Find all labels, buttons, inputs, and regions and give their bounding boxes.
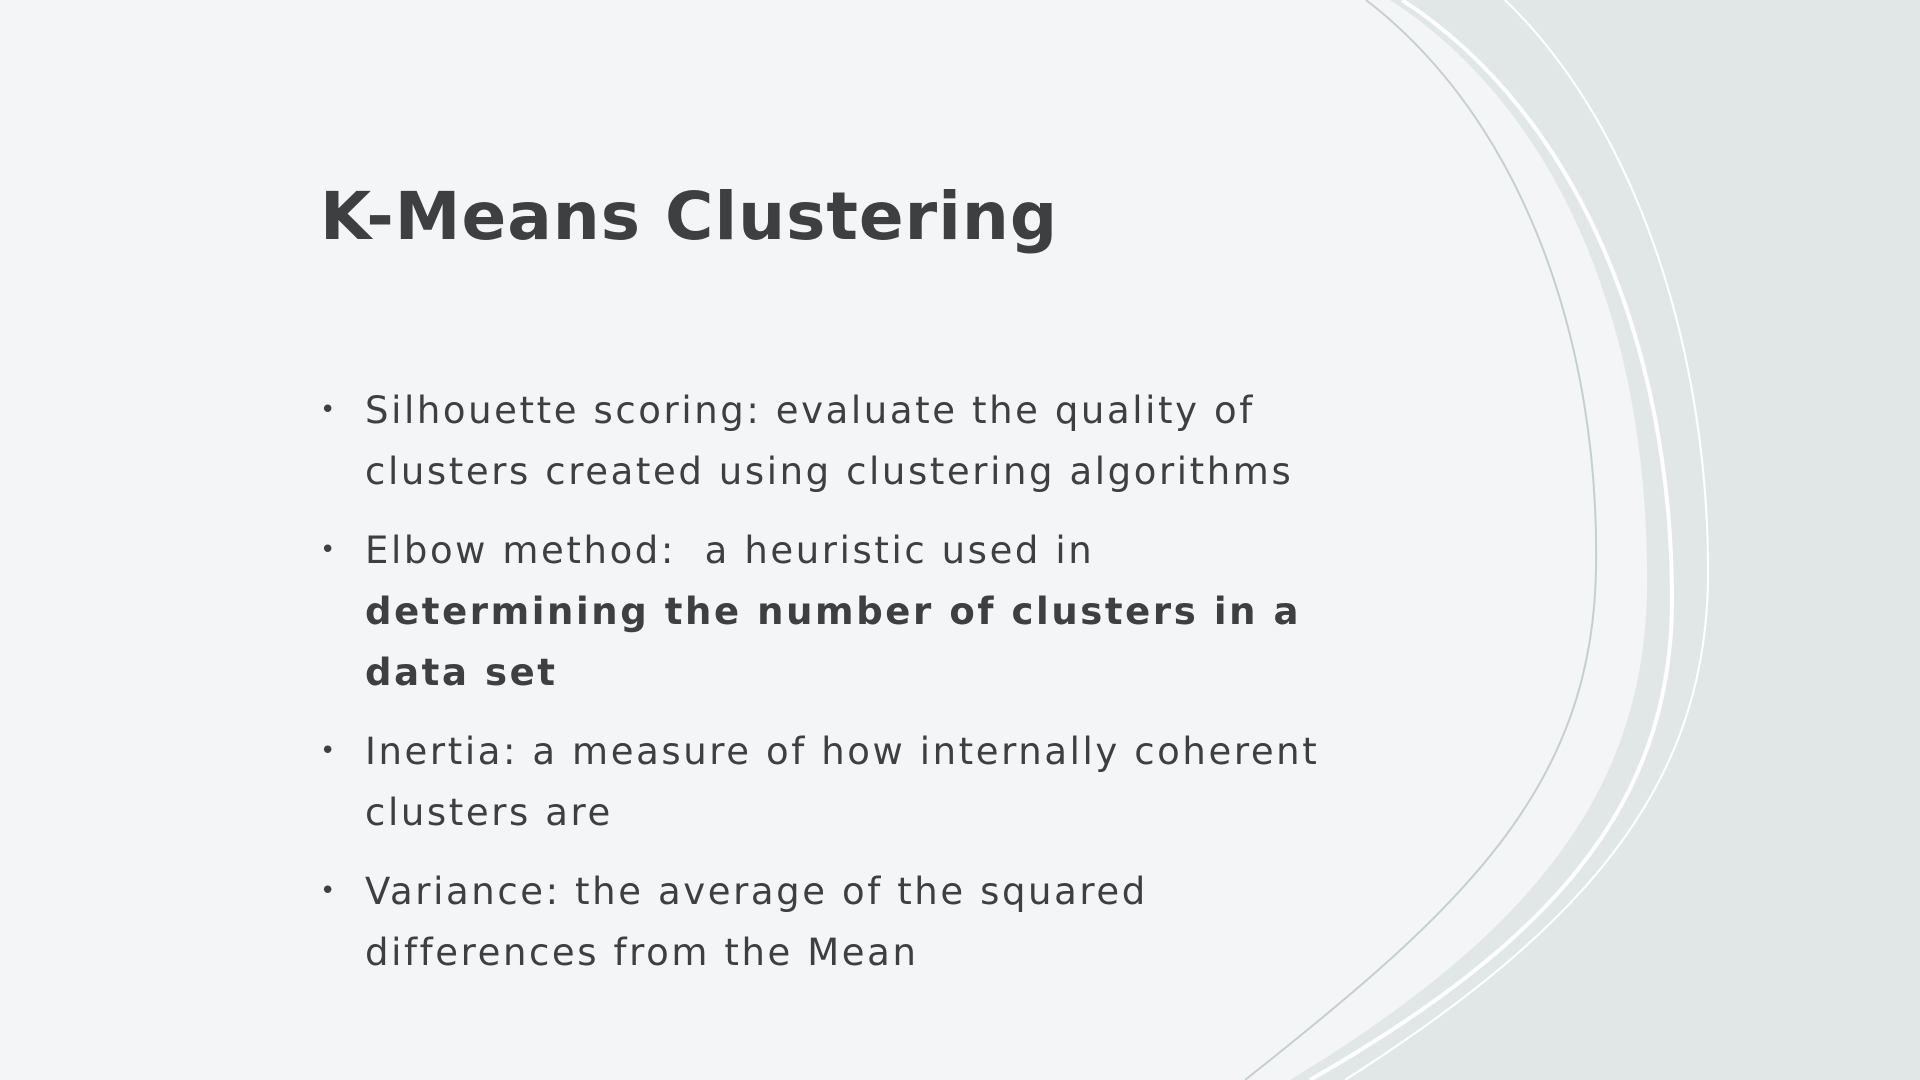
bullet-item-elbow <box>320 520 1380 703</box>
bullet-dot-icon: • <box>320 876 336 906</box>
bullet-text: Inertia: a measure of how internally coherent clusters are <box>365 730 1320 834</box>
slide-title: K-Means Clustering <box>320 178 1059 255</box>
bullet-dot-icon: • <box>320 535 336 565</box>
bullet-text: Silhouette scoring: evaluate the quality of clusters created using clustering algorithms <box>365 389 1294 493</box>
decorative-band-shape <box>1290 0 1920 1080</box>
bullet-text: Elbow method: a heuristic used in <box>365 529 1109 572</box>
bullet-item-silhouette <box>320 380 1380 502</box>
bullet-text: Variance: the average of the squared differences from the Mean <box>365 870 1148 974</box>
bullet-list <box>320 380 1380 1001</box>
bullet-item-variance <box>320 861 1380 983</box>
bullet-item-inertia <box>320 721 1380 843</box>
bullet-dot-icon: • <box>320 736 336 766</box>
bullet-dot-icon: • <box>320 395 336 425</box>
bullet-bold-text: determining the number of clusters in a data set <box>365 590 1302 694</box>
